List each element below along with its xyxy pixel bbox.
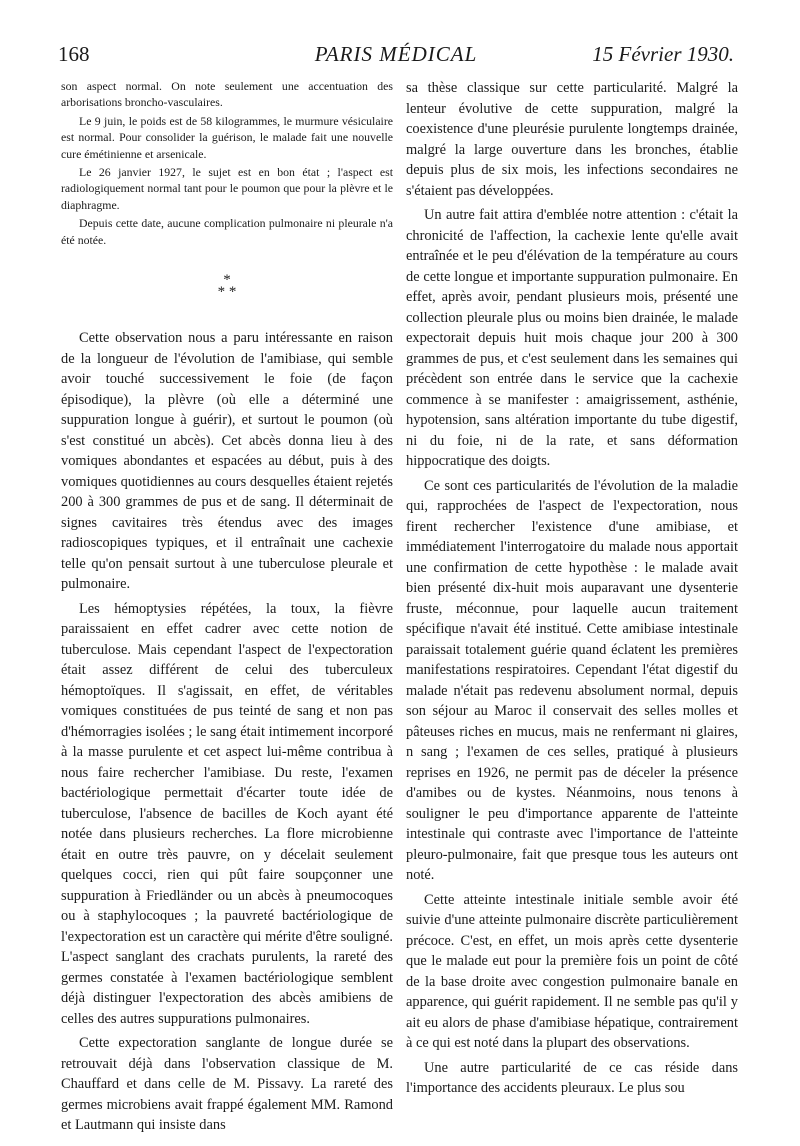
right-column <box>406 78 738 1099</box>
page-number: 168 <box>58 42 90 66</box>
issue-date: 15 Février 1930. <box>592 42 734 66</box>
section-separator: * * * <box>217 272 237 301</box>
body-paragraph: Un autre fait attira d'emblée notre attention : c'était la chronicité de l'affection, la cachexie lente qu'elle avait entraînée et le peu d'élévation de la température au cours de cette longue et importante suppuration pulmonaire. En effet, après avoir, pendant plusieurs mois, présenté une collection pleurale plus ou moins bien drainée, le malade expectorait depuis huit mois chaque jour 200 à 300 grammes de pus, et c'est seulement dans les semaines qui précèdent son entrée dans le service que la cachexie commence à se manifester : amaigrissement, asthénie, hypotension, sans altération importante du tube digestif, ni du foie, ni de la rate, et sans déformation hippocratique des doigts. <box>406 207 738 469</box>
body-paragraph: sa thèse classique sur cette particularité. Malgré la lenteur évolutive de cette suppuration, malgré la coexistence d'une pleurésie purulente longtemps drainée, malgré la large ouverture dans les bronches, établie depuis plus de six mois, les infections secondaires ne s'étaient pas développées. <box>406 80 738 199</box>
case-notes <box>61 78 393 248</box>
body-paragraph: Cette observation nous a paru intéressante en raison de la longueur de l'évolution de l'amibiase, qui semble avoir touché successivement le foie (de façon épisodique), la plèvre (où elle a déterminé une suppuration longue à guérir), et surtout le poumon (où s'est constitué un abcès). Cet abcès donna lieu à des vomiques abondantes et espacées au début, puis à des vomiques quotidiennes au cours desquelles étaient rejetés 200 à 300 grammes de pus et de sang. Il déterminait de signes cavitaires très étendus avec des images radioscopiques typiques, et il entraînait une cachexie telle qu'on pensait surtout à une tuberculose pleurale et pulmonaire. <box>61 330 393 593</box>
case-note: Le 9 juin, le poids est de 58 kilogrammes, le murmure vésiculaire est normal. Pour consolider la guérison, le malade fait une nouvelle cure émétinienne et arsenicale. <box>61 113 393 161</box>
case-note: Le 26 janvier 1927, le sujet est en bon état ; l'aspect est radiologiquement normal tant pour le poumon que pour la plèvre et le diaphragme. <box>61 165 393 212</box>
journal-title: PARIS MÉDICAL <box>314 42 478 66</box>
case-note: son aspect normal. On note seulement une accentuation des arborisations broncho-vasculaires. <box>61 79 393 110</box>
running-header <box>56 42 736 72</box>
body-paragraph: Une autre particularité de ce cas réside dans l'importance des accidents pleuraux. Le plus sou <box>406 1059 738 1096</box>
body-paragraph: Ce sont ces particularités de l'évolution de la maladie qui, rapprochées de l'aspect de l'expectoration, nous firent rechercher l'existence d'une amibiase, et immédiatement l'interrogatoire du malade nous apportait une confirmation de cette hypothèse : le malade avait bien présenté dix-huit mois auparavant une dysenterie fruste, méconnue, pour laquelle aucun traitement spécifique n'avait été institué. Cette amibiase intestinale paraissait totalement guérie quand éclatent les premières manifestations respiratoires. Cependant l'état digestif du malade n'était pas redevenu absolument normal, depuis son séjour au Maroc il conservait des selles molles et pâteuses riches en mucus, mais ne renfermant ni glaires, n sang ; l'examen de ces selles, pratiqué à plusieurs reprises en 1926, ne permit pas de déceler la présence d'amibes ou de kystes. Néanmoins, nous tenons à souligner le peu d'importance apparente de l'atteinte intestinale qui contraste avec l'importance de l'atteinte pleuro-pulmonaire, fait que presque tous les auteurs ont noté. <box>406 477 738 883</box>
body-paragraph: Cette atteinte intestinale initiale semble avoir été suivie d'une atteinte pulmonaire discrète particulièrement précoce. C'est, en effet, un mois après cette dysenterie que le malade eut pour la première fois un point de côté de la base droite avec congestion pulmonaire banale en apparence, qui guérit rapidement. Il ne semble pas qu'il y ait eu alors de phase d'amibiase hépatique, contrairement à ce qui est noté dans la plupart des observations. <box>406 891 738 1051</box>
left-column <box>61 78 393 1136</box>
body-paragraph: Les hémoptysies répétées, la toux, la fièvre paraissaient en effet cadrer avec cette notion de tuberculose. Mais cependant l'aspect de l'expectoration était assez différent de celui des tuberculeux hémoptoïques. Il s'agissait, en effet, de véritables vomiques constituées de pus teinté de sang et non pas d'hémorragies isolées ; le sang était intimement incorporé à la masse purulente et cet aspect lui-même contribua à nous faire rechercher l'amibiase. Du reste, l'examen bactériologique permettait d'écarter toute idée de tuberculose, l'absence de bacilles de Koch ayant été notée dans plusieurs recherches. La flore microbienne était en outre très pauvre, on y décelait seulement quelques cocci, rien qui pût faire soupçonner une suppuration à Friedländer ou un abcès à pneumocoques ou à staphylocoques ; la pauvreté bactériologique de l'expectoration est un caractère qui mérite d'être souligné. L'aspect sanglant des crachats purulents, la rareté des germes constatée à l'examen bactériologique semblent déjà distinguer l'expectoration des abcès amibiens de celles des autres suppurations pulmonaires. <box>61 600 393 1027</box>
body-paragraph: Cette expectoration sanglante de longue durée se retrouvait déjà dans l'observation classique de M. Chauffard et dans celle de M. Pissavy. La rareté des germes microbiens avait frappé également MM. Ramond et Lautmann qui insiste dans <box>61 1035 393 1134</box>
case-note: Depuis cette date, aucune complication pulmonaire ni pleurale n'a été notée. <box>61 216 393 247</box>
